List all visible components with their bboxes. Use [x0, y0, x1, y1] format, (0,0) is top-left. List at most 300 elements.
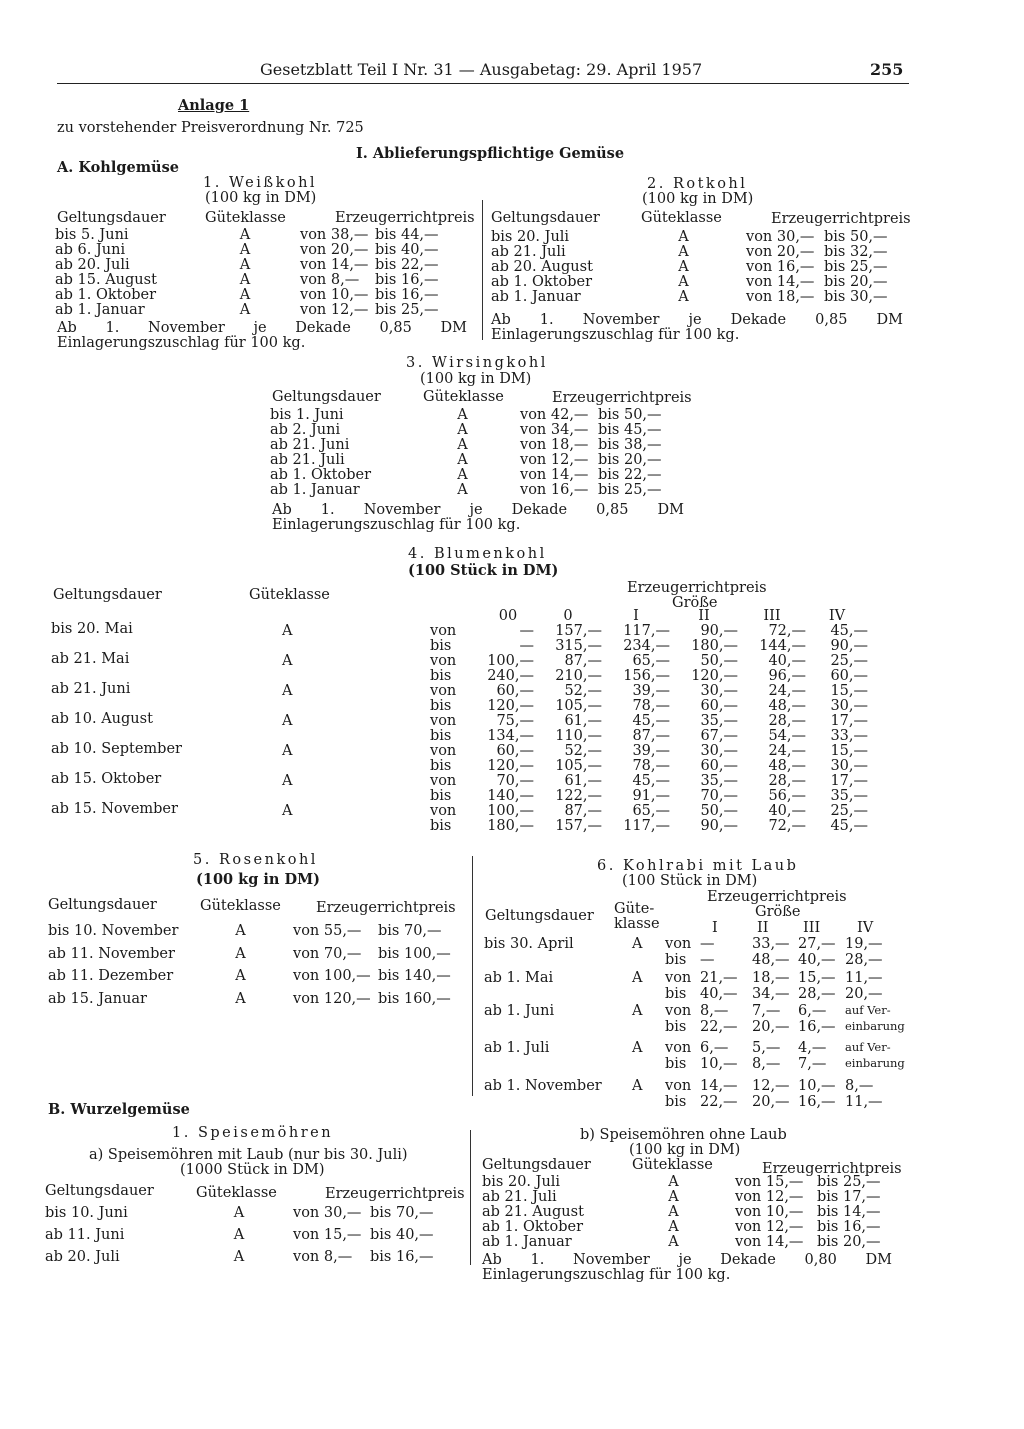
- kohlrabi-price: 10,—: [700, 1056, 738, 1072]
- duration-cell: bis 5. Juni: [55, 227, 129, 243]
- duration-cell: ab 1. Januar: [482, 1234, 572, 1250]
- wirsingkohl-col-duration: Geltungsdauer: [272, 389, 381, 405]
- price-from-cell: von 10,—: [300, 287, 369, 303]
- price-cell: 60,—: [830, 668, 868, 684]
- rosenkohl-unit: (100 kg in DM): [196, 871, 320, 888]
- table-row: [430, 699, 868, 714]
- price-to-cell: bis 45,—: [598, 422, 662, 438]
- price-cell: 110,—: [555, 728, 602, 744]
- duration-cell: ab 20. Juli: [55, 257, 130, 273]
- table-row: [430, 789, 868, 804]
- price-from-cell: von 10,—: [735, 1204, 804, 1220]
- grade-cell: A: [668, 1174, 679, 1190]
- kohlrabi-price: 33,—: [752, 936, 790, 952]
- row-label-cell: von: [430, 683, 457, 699]
- price-from-cell: von 20,—: [300, 242, 369, 258]
- kohlrabi-price: 34,—: [752, 986, 790, 1002]
- price-cell: 75,—: [496, 713, 534, 729]
- duration-cell: ab 1. Januar: [270, 482, 360, 498]
- kohlrabi-period: bis 30. April: [484, 936, 574, 952]
- kohlrabi-price: 27,—: [798, 936, 836, 952]
- price-cell: 30,—: [700, 683, 738, 699]
- kohlrabi-price: 20,—: [845, 986, 883, 1002]
- blumenkohl-col-price: Erzeugerrichtpreis: [627, 580, 767, 596]
- table-row: [270, 423, 664, 438]
- price-from-cell: von 38,—: [300, 227, 369, 243]
- grade-cell: A: [668, 1189, 679, 1205]
- price-cell: 35,—: [700, 773, 738, 789]
- blumenkohl-period: ab 21. Juni: [51, 681, 131, 697]
- grade-cell: A: [239, 257, 251, 273]
- table-row: [45, 1228, 450, 1250]
- price-cell: 50,—: [700, 803, 738, 819]
- page-number: 255: [870, 60, 904, 79]
- rotkohl-col-price: Erzeugerrichtpreis: [771, 211, 911, 227]
- price-cell: 65,—: [632, 803, 670, 819]
- size-header-cell: 00: [498, 608, 518, 624]
- price-cell: 120,—: [487, 698, 534, 714]
- price-cell: 30,—: [700, 743, 738, 759]
- duration-cell: ab 20. August: [491, 259, 593, 275]
- speisemoehren-a-title: a) Speisemöhren mit Laub (nur bis 30. Juli): [89, 1147, 408, 1163]
- price-cell: 70,—: [496, 773, 534, 789]
- price-from-cell: von 70,—: [293, 945, 362, 962]
- kohlrabi-grade: A: [632, 1040, 643, 1056]
- price-cell: 24,—: [768, 683, 806, 699]
- table-row: [430, 714, 868, 729]
- rotkohl-note: Ab 1. November je Dekade 0,85 DM Einlagerungszuschlag für 100 kg.: [491, 312, 903, 343]
- table-row: [430, 624, 868, 639]
- price-cell: 35,—: [700, 713, 738, 729]
- speisemoehren-b-title: b) Speisemöhren ohne Laub: [580, 1127, 787, 1143]
- kohlrabi-price: einbarung: [845, 1056, 905, 1070]
- table-row: [48, 924, 458, 947]
- price-from-cell: von 14,—: [300, 257, 369, 273]
- rotkohl-unit: (100 kg in DM): [642, 191, 754, 207]
- price-cell: 60,—: [700, 758, 738, 774]
- wirsingkohl-unit: (100 kg in DM): [420, 371, 532, 387]
- kohlrabi-size: IV: [857, 920, 874, 936]
- kohlrabi-grade: A: [632, 1003, 643, 1019]
- kohlrabi-row-label: von: [665, 1003, 692, 1019]
- weisskohl-title: 1. Weißkohl: [203, 175, 318, 191]
- price-from-cell: von 15,—: [735, 1174, 804, 1190]
- table-row: [430, 819, 868, 834]
- kohlrabi-price: 16,—: [798, 1094, 836, 1110]
- price-to-cell: bis 160,—: [378, 990, 451, 1007]
- grade-cell: A: [233, 1249, 245, 1265]
- price-cell: 40,—: [768, 653, 806, 669]
- table-row: [48, 947, 458, 970]
- kohlrabi-price: 11,—: [845, 970, 883, 986]
- speisemoehren-a-col-duration: Geltungsdauer: [45, 1183, 154, 1199]
- row-label-cell: bis: [430, 788, 452, 804]
- duration-cell: bis 1. Juni: [270, 407, 344, 423]
- price-cell: 54,—: [768, 728, 806, 744]
- price-cell: —: [519, 623, 534, 639]
- kohlrabi-price: 8,—: [700, 1003, 729, 1019]
- table-row: [430, 744, 868, 759]
- price-cell: 25,—: [830, 653, 868, 669]
- row-label-cell: von: [430, 653, 457, 669]
- grade-cell: A: [235, 923, 246, 939]
- price-to-cell: bis 16,—: [375, 287, 439, 303]
- table-row: [55, 288, 440, 303]
- kohlrabi-price: 19,—: [845, 936, 883, 952]
- price-cell: 100,—: [487, 653, 534, 669]
- price-cell: 50,—: [700, 653, 738, 669]
- grade-cell: A: [235, 968, 246, 984]
- speisemoehren-b-table: [482, 1175, 883, 1250]
- speisemoehren-b-rows: [482, 1175, 883, 1250]
- duration-cell: ab 11. Dezember: [48, 968, 174, 984]
- kohlrabi-row-label: bis: [665, 986, 687, 1002]
- price-cell: 105,—: [555, 758, 602, 774]
- table-row: [491, 245, 890, 260]
- kohlrabi-price: 40,—: [700, 986, 738, 1002]
- wirsingkohl-note: Ab 1. November je Dekade 0,85 DM Einlagerungszuschlag für 100 kg.: [272, 502, 684, 533]
- price-to-cell: bis 25,—: [598, 482, 662, 498]
- price-cell: 33,—: [830, 728, 868, 744]
- price-cell: 72,—: [768, 623, 806, 639]
- duration-cell: ab 1. Oktober: [55, 287, 157, 303]
- kohlrabi-price: auf Ver-: [845, 1040, 891, 1054]
- blumenkohl-period: ab 21. Mai: [51, 651, 130, 667]
- weisskohl-col-duration: Geltungsdauer: [57, 210, 166, 226]
- duration-cell: bis 20. Juli: [491, 229, 570, 245]
- rosenkohl-col-duration: Geltungsdauer: [48, 897, 157, 913]
- rosenkohl-table: [48, 924, 458, 1014]
- column-divider: [482, 200, 483, 340]
- kohlrabi-price: auf Ver-: [845, 1003, 891, 1017]
- kohlrabi-price: 6,—: [798, 1003, 827, 1019]
- price-cell: 87,—: [564, 803, 602, 819]
- price-to-cell: bis 44,—: [375, 227, 439, 243]
- kohlrabi-price: 40,—: [798, 952, 836, 968]
- row-label-cell: bis: [430, 728, 452, 744]
- price-cell: 70,—: [700, 788, 738, 804]
- duration-cell: bis 10. November: [48, 923, 179, 939]
- price-cell: 96,—: [768, 668, 806, 684]
- size-header-cell: IV: [828, 608, 846, 624]
- speisemoehren-a-col-grade: Güteklasse: [196, 1185, 277, 1201]
- price-from-cell: von 18,—: [746, 289, 815, 305]
- price-cell: 78,—: [632, 698, 670, 714]
- price-cell: 15,—: [830, 743, 868, 759]
- wirsingkohl-col-price: Erzeugerrichtpreis: [552, 390, 692, 406]
- kohlrabi-col-grade-2: klasse: [614, 916, 660, 932]
- section-b-heading: B. Wurzelgemüse: [48, 1101, 190, 1118]
- grade-cell: A: [233, 1205, 245, 1221]
- price-to-cell: bis 50,—: [824, 229, 888, 245]
- price-cell: 140,—: [487, 788, 534, 804]
- main-heading: I. Ablieferungspflichtige Gemüse: [356, 145, 625, 162]
- duration-cell: ab 11. Juni: [45, 1227, 125, 1243]
- kohlrabi-row-label: bis: [665, 1094, 687, 1110]
- kohlrabi-row-label: von: [665, 936, 692, 952]
- price-from-cell: von 8,—: [293, 1249, 353, 1265]
- speisemoehren-b-col-price: Erzeugerrichtpreis: [762, 1161, 902, 1177]
- grade-cell: A: [233, 1227, 245, 1243]
- kohlrabi-price: 14,—: [700, 1078, 738, 1094]
- kohlrabi-period: ab 1. November: [484, 1078, 602, 1094]
- table-row: [55, 258, 440, 273]
- price-from-cell: von 14,—: [746, 274, 815, 290]
- grade-cell: A: [457, 422, 468, 438]
- table-row: [491, 260, 890, 275]
- header-rule: [57, 83, 909, 84]
- speisemoehren-a-col-price: Erzeugerrichtpreis: [325, 1186, 465, 1202]
- kohlrabi-price: 7,—: [752, 1003, 781, 1019]
- duration-cell: ab 11. November: [48, 945, 175, 962]
- table-row: [48, 992, 458, 1015]
- price-from-cell: von 20,—: [746, 244, 815, 260]
- kohlrabi-price: 10,—: [798, 1078, 836, 1094]
- price-cell: 17,—: [830, 713, 868, 729]
- price-cell: 134,—: [487, 728, 534, 744]
- price-cell: 48,—: [768, 758, 806, 774]
- price-to-cell: bis 22,—: [598, 467, 662, 483]
- size-header-cell: III: [763, 608, 781, 624]
- price-cell: 87,—: [564, 653, 602, 669]
- price-cell: 39,—: [632, 683, 670, 699]
- price-cell: 61,—: [564, 713, 602, 729]
- kohlrabi-row-label: von: [665, 970, 692, 986]
- table-row: [430, 684, 868, 699]
- price-cell: 120,—: [691, 668, 738, 684]
- price-from-cell: von 12,—: [735, 1219, 804, 1235]
- price-from-cell: von 42,—: [520, 407, 589, 423]
- row-label-cell: von: [430, 803, 457, 819]
- price-from-cell: von 12,—: [300, 302, 369, 318]
- speisemoehren-b-note: Ab 1. November je Dekade 0,80 DM Einlagerungszuschlag für 100 kg.: [482, 1252, 892, 1283]
- size-header-cell: I: [633, 608, 639, 624]
- kohlrabi-price: 8,—: [845, 1078, 874, 1094]
- weisskohl-table: [55, 228, 440, 318]
- price-cell: 15,—: [830, 683, 868, 699]
- blumenkohl-size-header: [430, 609, 868, 624]
- kohlrabi-price: —: [700, 952, 715, 968]
- grade-cell: A: [678, 244, 689, 260]
- row-label-cell: von: [430, 743, 457, 759]
- grade-cell: A: [678, 259, 689, 275]
- price-to-cell: bis 30,—: [824, 289, 888, 305]
- size-header-cell: 0: [563, 608, 573, 624]
- price-to-cell: bis 16,—: [817, 1219, 881, 1235]
- price-to-cell: bis 100,—: [378, 945, 451, 962]
- duration-cell: ab 2. Juni: [270, 422, 341, 438]
- grade-cell: A: [239, 302, 251, 318]
- kohlrabi-price: 12,—: [752, 1078, 790, 1094]
- price-from-cell: von 30,—: [293, 1205, 362, 1221]
- kohlrabi-price: 5,—: [752, 1040, 781, 1056]
- speisemoehren-b-unit: (100 kg in DM): [629, 1142, 741, 1158]
- weisskohl-col-grade: Güteklasse: [205, 210, 286, 226]
- price-cell: 100,—: [487, 803, 534, 819]
- price-from-cell: von 8,—: [300, 272, 360, 288]
- price-cell: 52,—: [564, 743, 602, 759]
- blumenkohl-col-grade: Güteklasse: [249, 587, 330, 603]
- annex-subtitle: zu vorstehender Preisverordnung Nr. 725: [57, 120, 364, 136]
- price-cell: 210,—: [555, 668, 602, 684]
- duration-cell: ab 15. August: [55, 272, 157, 288]
- price-cell: 234,—: [623, 638, 670, 654]
- table-row: [55, 303, 440, 318]
- blumenkohl-period: ab 15. Oktober: [51, 771, 162, 787]
- kohlrabi-grade: A: [632, 970, 643, 986]
- kohlrabi-size: II: [757, 920, 769, 936]
- table-row: [48, 969, 458, 992]
- speisemoehren-title: 1. Speisemöhren: [172, 1125, 334, 1141]
- blumenkohl-col-duration: Geltungsdauer: [53, 587, 162, 603]
- table-row: [270, 453, 664, 468]
- duration-cell: ab 1. Oktober: [270, 467, 372, 483]
- price-from-cell: von 15,—: [293, 1227, 362, 1243]
- price-cell: 60,—: [700, 698, 738, 714]
- price-cell: 45,—: [830, 818, 868, 834]
- row-label-cell: von: [430, 713, 457, 729]
- price-to-cell: bis 20,—: [817, 1234, 881, 1250]
- kohlrabi-price: 16,—: [798, 1019, 836, 1035]
- kohlrabi-size: I: [712, 920, 718, 936]
- price-to-cell: bis 40,—: [370, 1227, 434, 1243]
- grade-cell: A: [235, 990, 246, 1007]
- kohlrabi-price: 11,—: [845, 1094, 883, 1110]
- wirsingkohl-col-grade: Güteklasse: [423, 389, 504, 405]
- price-cell: 45,—: [632, 773, 670, 789]
- kohlrabi-period: ab 1. Mai: [484, 970, 554, 986]
- price-cell: 28,—: [768, 773, 806, 789]
- price-from-cell: von 120,—: [293, 990, 371, 1007]
- table-row: [55, 243, 440, 258]
- price-cell: 30,—: [830, 758, 868, 774]
- weisskohl-note: Ab 1. November je Dekade 0,85 DM Einlagerungszuschlag für 100 kg.: [57, 320, 467, 351]
- grade-cell: A: [457, 437, 468, 453]
- price-cell: 90,—: [700, 623, 738, 639]
- table-row: [270, 408, 664, 423]
- price-cell: 87,—: [632, 728, 670, 744]
- blumenkohl-table: [430, 609, 868, 834]
- price-from-cell: von 12,—: [520, 452, 589, 468]
- price-cell: 90,—: [830, 638, 868, 654]
- row-label-cell: bis: [430, 638, 452, 654]
- table-row: [270, 438, 664, 453]
- price-cell: 28,—: [768, 713, 806, 729]
- kohlrabi-price: 48,—: [752, 952, 790, 968]
- kohlrabi-price: 4,—: [798, 1040, 827, 1056]
- page-header-title: Gesetzblatt Teil I Nr. 31 — Ausgabetag: 29. April 1957: [260, 60, 703, 79]
- duration-cell: ab 20. Juli: [45, 1249, 120, 1265]
- price-cell: 17,—: [830, 773, 868, 789]
- kohlrabi-price: 22,—: [700, 1094, 738, 1110]
- price-cell: 90,—: [700, 818, 738, 834]
- blumenkohl-grade: A: [282, 773, 293, 789]
- price-cell: 157,—: [555, 623, 602, 639]
- grade-cell: A: [457, 467, 468, 483]
- duration-cell: ab 21. August: [482, 1204, 584, 1220]
- table-row: [45, 1206, 450, 1228]
- price-from-cell: von 100,—: [293, 968, 371, 984]
- wirsingkohl-rows: [270, 408, 664, 498]
- table-row: [430, 804, 868, 819]
- rotkohl-table: [491, 230, 890, 305]
- kohlrabi-title: 6. Kohlrabi mit Laub: [597, 858, 799, 874]
- blumenkohl-grade: A: [282, 743, 293, 759]
- price-to-cell: bis 16,—: [375, 272, 439, 288]
- weisskohl-rows: [55, 228, 440, 318]
- rotkohl-col-duration: Geltungsdauer: [491, 210, 600, 226]
- grade-cell: A: [239, 227, 251, 243]
- blumenkohl-rows: [430, 624, 868, 834]
- price-cell: 144,—: [759, 638, 806, 654]
- rotkohl-rows: [491, 230, 890, 305]
- rosenkohl-rows: [48, 924, 458, 1014]
- kohlrabi-row-label: von: [665, 1040, 692, 1056]
- row-label-cell: bis: [430, 758, 452, 774]
- grade-cell: A: [678, 229, 689, 245]
- grade-cell: A: [239, 287, 251, 303]
- table-row: [482, 1205, 883, 1220]
- speisemoehren-a-rows: [45, 1206, 450, 1272]
- price-cell: 39,—: [632, 743, 670, 759]
- blumenkohl-grade: A: [282, 653, 293, 669]
- blumenkohl-grade: A: [282, 803, 293, 819]
- table-row: [55, 228, 440, 243]
- price-cell: 52,—: [564, 683, 602, 699]
- price-to-cell: bis 25,—: [375, 302, 439, 318]
- kohlrabi-period: ab 1. Juli: [484, 1040, 550, 1056]
- kohlrabi-price: 22,—: [700, 1019, 738, 1035]
- price-to-cell: bis 17,—: [817, 1189, 881, 1205]
- grade-cell: A: [457, 482, 468, 498]
- kohlrabi-col-price: Erzeugerrichtpreis: [707, 889, 847, 905]
- price-cell: 40,—: [768, 803, 806, 819]
- row-label-cell: bis: [430, 668, 452, 684]
- grade-cell: A: [235, 945, 246, 962]
- table-row: [270, 483, 664, 498]
- table-row: [491, 230, 890, 245]
- kohlrabi-price: 28,—: [798, 986, 836, 1002]
- blumenkohl-unit: (100 Stück in DM): [408, 562, 559, 579]
- duration-cell: ab 15. Januar: [48, 990, 147, 1007]
- price-cell: 60,—: [496, 683, 534, 699]
- price-cell: 117,—: [623, 818, 670, 834]
- price-cell: 105,—: [555, 698, 602, 714]
- kohlrabi-price: 28,—: [845, 952, 883, 968]
- grade-cell: A: [239, 272, 251, 288]
- section-a-heading: A. Kohlgemüse: [57, 159, 179, 176]
- duration-cell: ab 1. Januar: [55, 302, 145, 318]
- kohlrabi-row-label: von: [665, 1078, 692, 1094]
- price-cell: 240,—: [487, 668, 534, 684]
- duration-cell: ab 21. Juli: [482, 1189, 557, 1205]
- price-cell: 60,—: [496, 743, 534, 759]
- table-row: [270, 468, 664, 483]
- rosenkohl-col-grade: Güteklasse: [200, 898, 281, 914]
- size-header-cell: II: [698, 608, 710, 624]
- price-cell: 61,—: [564, 773, 602, 789]
- grade-cell: A: [678, 289, 689, 305]
- blumenkohl-grade: A: [282, 623, 293, 639]
- weisskohl-col-price: Erzeugerrichtpreis: [335, 210, 475, 226]
- table-row: [430, 774, 868, 789]
- price-to-cell: bis 20,—: [824, 274, 888, 290]
- rotkohl-title: 2. Rotkohl: [647, 176, 748, 192]
- speisemoehren-b-col-duration: Geltungsdauer: [482, 1157, 591, 1173]
- duration-cell: bis 20. Juli: [482, 1174, 561, 1190]
- grade-cell: A: [668, 1204, 679, 1220]
- price-to-cell: bis 22,—: [375, 257, 439, 273]
